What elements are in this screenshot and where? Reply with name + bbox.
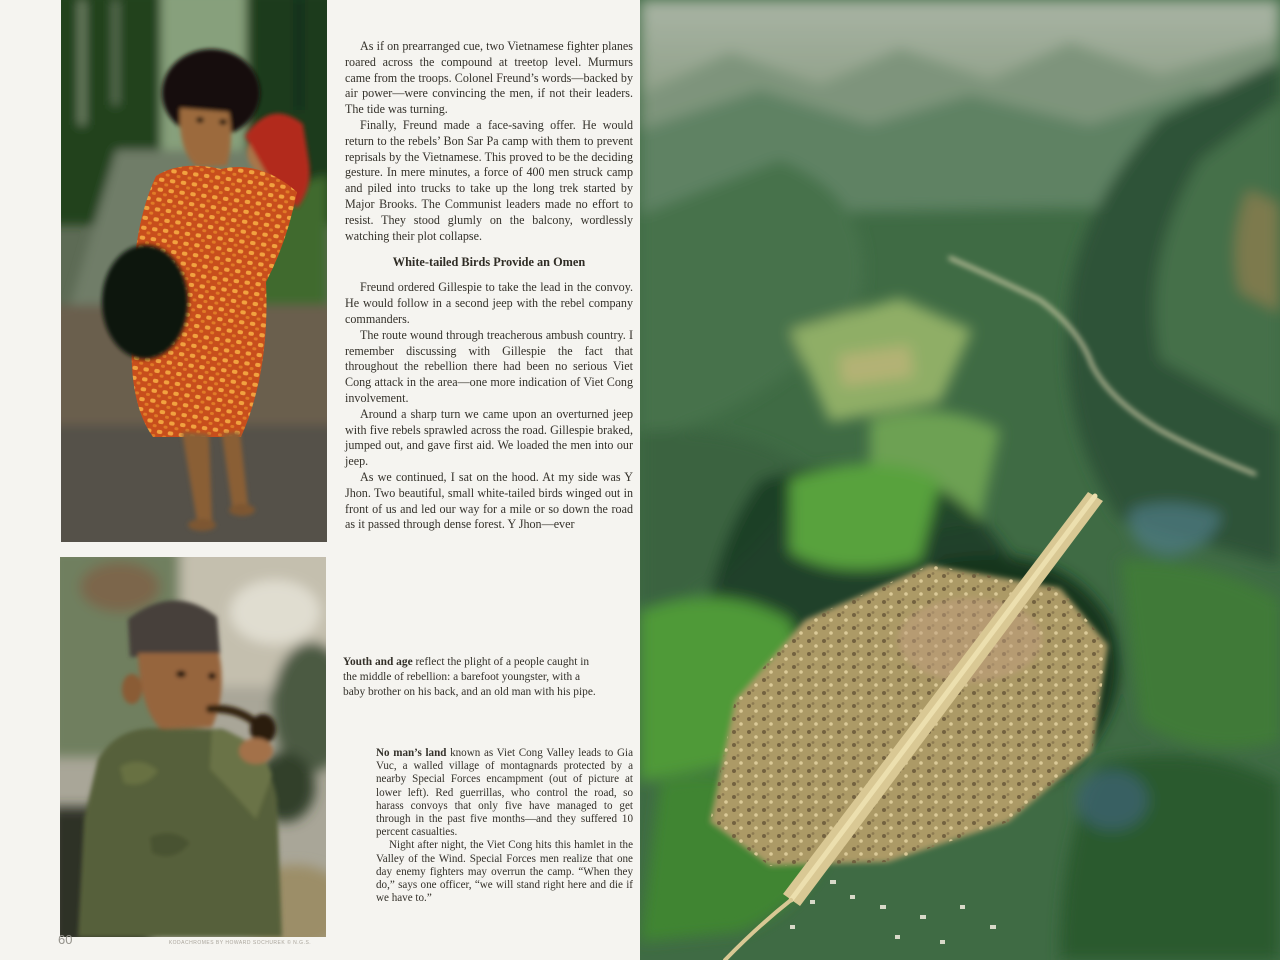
caption-text: reflect the plight of a people caught in the middle of rebellion: a barefoot youngster, with a baby brother on his back, and an old man with his pipe. — [343, 656, 596, 698]
caption-lead: No man’s land — [376, 747, 447, 759]
caption-text: known as Viet Cong Valley leads to Gia Vuc, a walled village of montagnards protected by a nearby Special Forces encampment (out of picture at lower left). Red guerrillas, who control the road, so harass convoys that only five have managed to get through in the past five months—and they suffered 10 percent casualties. — [376, 747, 634, 839]
body-paragraph: As we continued, I sat on the hood. At my side was Y Jhon. Two beautiful, small white-tailed birds winged out in front of us and led our way for a mile or so down the road as it passed through dense forest. Y Jhon—ever — [345, 469, 633, 532]
caption-lead: Youth and age — [343, 656, 413, 668]
body-paragraph: Freund ordered Gillespie to take the lead in the convoy. He would follow in a second jeep with the rebel company commanders. — [345, 280, 633, 326]
aerial-photo-art — [640, 0, 1280, 960]
body-paragraph: As if on prearranged cue, two Vietnamese fighter planes roared across the compound at treetop level. Murmurs came from the troops. Colonel Freund’s words—backed by air power—were convincing the men, if not their leaders. The tide was turning. — [345, 39, 633, 117]
caption-paragraph — [376, 747, 633, 839]
body-paragraph: Around a sharp turn we came upon an overturned jeep with five rebels sprawled across the road. Gillespie braked, jumped out, and gave first aid. We loaded the men into our jeep. — [345, 406, 633, 469]
boy-photo-art — [61, 0, 327, 542]
body-paragraph: The route wound through treacherous ambush country. I remember discussing with Gillespie the fact that throughout the rebellion there had been no serious Viet Cong attack in the area—one more indication of Viet Cong involvement. — [345, 327, 633, 405]
photo-boy-carrying-baby — [61, 0, 327, 542]
photo-aerial-viet-cong-valley — [640, 0, 1280, 960]
section-heading: White-tailed Birds Provide an Omen — [392, 255, 586, 270]
caption-youth-and-age — [343, 655, 599, 700]
caption-paragraph: Night after night, the Viet Cong hits this hamlet in the Valley of the Wind. Special Forces men realize that one day enemy fighters may overrun the camp. “When they do,” says one officer, “we will stand right here and die if we have to.” — [376, 839, 633, 905]
page-number: 60 — [58, 932, 73, 947]
photo-old-man-pipe — [60, 557, 326, 937]
article-column — [345, 39, 633, 533]
body-paragraph: Finally, Freund made a face-saving offer. He would return to the rebels’ Bon Sar Pa camp with them to prevent reprisals by the Vietnamese. This proved to be the deciding gesture. In mere minutes, a force of 400 men struck camp and piled into trucks to take up the long trek started by Major Brooks. The Communist leaders made no effort to resist. They stood glumly on the balcony, wordlessly watching their plot collapse. — [345, 117, 633, 243]
caption-no-mans-land — [376, 747, 633, 905]
old-man-photo-art — [60, 557, 326, 937]
photo-credit-line: KODACHROMES BY HOWARD SOCHUREK © N.G.S. — [168, 940, 312, 946]
